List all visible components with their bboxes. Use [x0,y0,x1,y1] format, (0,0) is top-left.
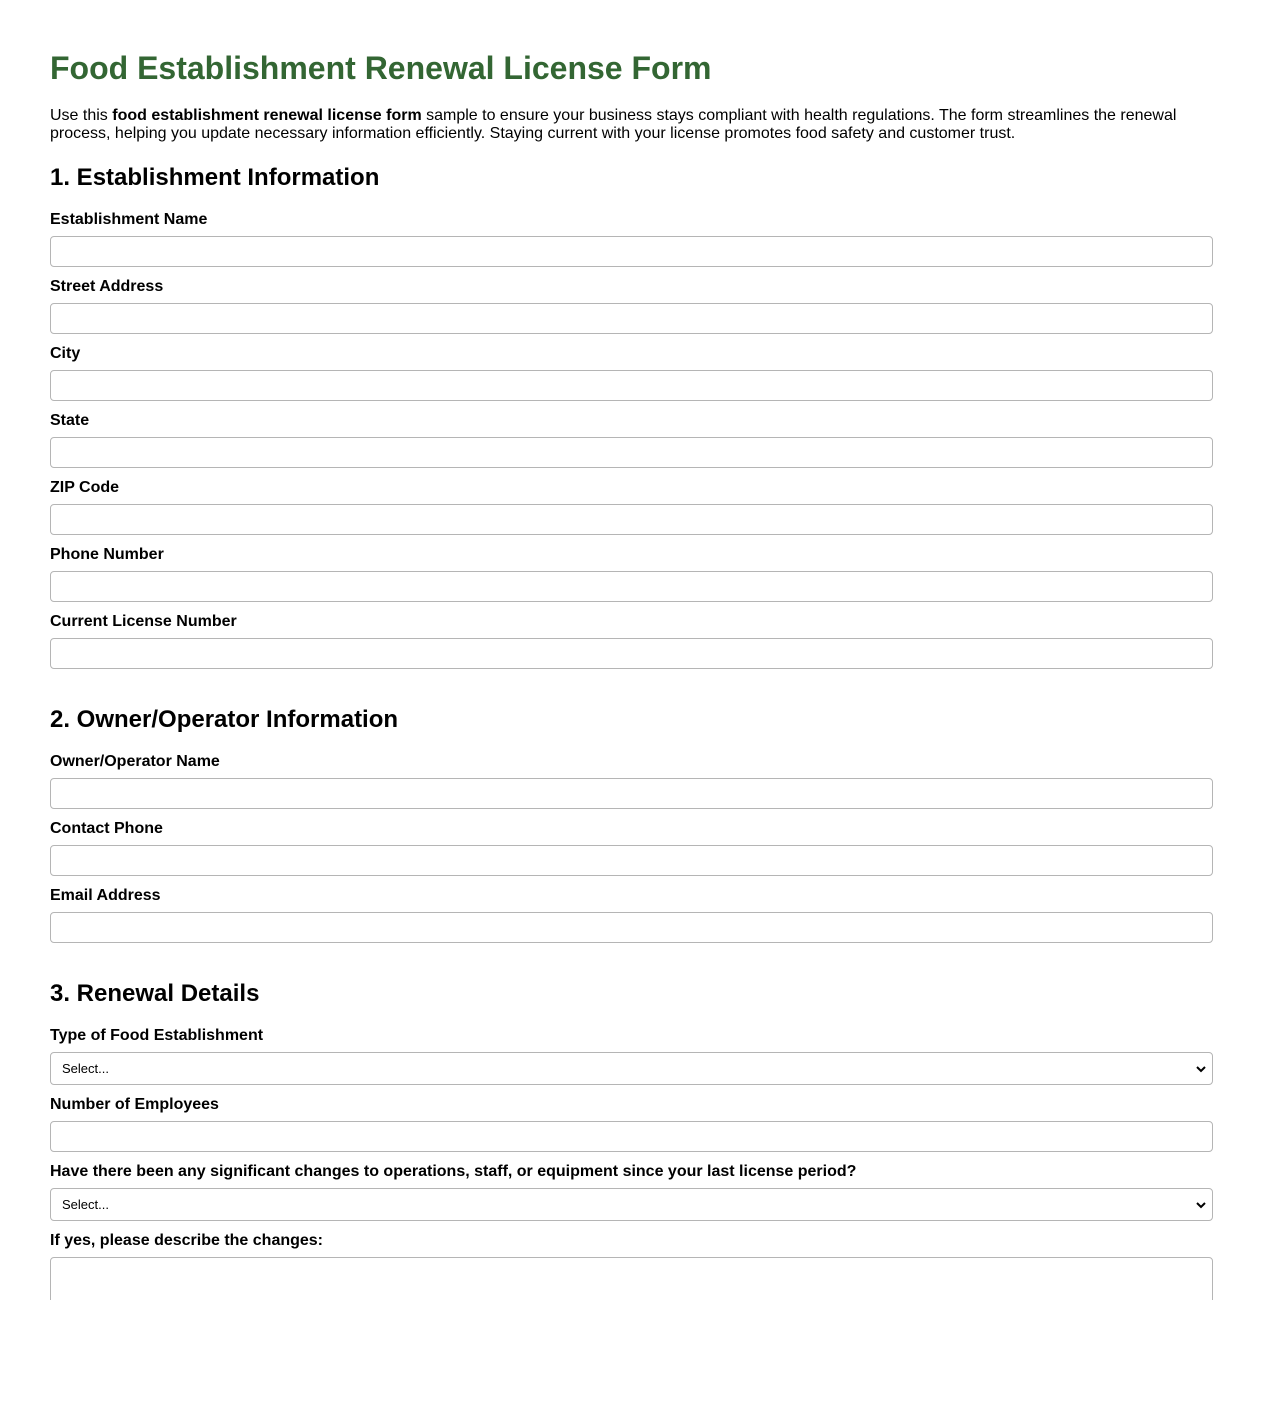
section-heading-owner-operator: 2. Owner/Operator Information [50,706,399,733]
label-city: City [50,345,81,362]
intro-paragraph [50,107,1213,143]
describe-changes-textarea[interactable] [50,1257,1213,1300]
label-state: State [50,412,90,429]
owner-operator-name-input[interactable] [50,778,1213,809]
label-email-address: Email Address [50,887,161,904]
form-page [50,0,1213,1300]
chevron-down-icon [1194,1198,1208,1212]
label-current-license-number: Current License Number [50,613,237,630]
significant-changes-select[interactable] [50,1188,1213,1221]
chevron-down-icon [1194,1062,1208,1076]
contact-phone-input[interactable] [50,845,1213,876]
street-address-input[interactable] [50,303,1213,334]
number-of-employees-input[interactable] [50,1121,1213,1152]
label-describe-changes: If yes, please describe the changes: [50,1232,324,1249]
label-owner-operator-name: Owner/Operator Name [50,753,220,770]
label-phone-number: Phone Number [50,546,164,563]
intro-bold: food establishment renewal license form [112,107,422,124]
intro-prefix: Use this [50,107,113,124]
state-input[interactable] [50,437,1213,468]
section-heading-establishment: 1. Establishment Information [50,164,380,191]
email-address-input[interactable] [50,912,1213,943]
label-number-of-employees: Number of Employees [50,1096,219,1113]
label-establishment-type: Type of Food Establishment [50,1027,264,1044]
establishment-type-selected-value: Select... [62,1061,109,1076]
page-title: Food Establishment Renewal License Form [50,50,712,86]
label-significant-changes: Have there been any significant changes to operations, staff, or equipment since your last license period? [50,1163,857,1180]
establishment-type-select[interactable] [50,1052,1213,1085]
intro-suffix: sample to ensure your business stays compliant with health regulations. The form streamlines the renewal process, helping you update necessary information efficiently. Staying current with your license promotes food safety and customer trust. [50,107,1177,142]
current-license-number-input[interactable] [50,638,1213,669]
city-input[interactable] [50,370,1213,401]
label-zip-code: ZIP Code [50,479,120,496]
establishment-name-input[interactable] [50,236,1213,267]
label-establishment-name: Establishment Name [50,211,208,228]
label-street-address: Street Address [50,278,164,295]
zip-code-input[interactable] [50,504,1213,535]
phone-number-input[interactable] [50,571,1213,602]
label-contact-phone: Contact Phone [50,820,163,837]
section-heading-renewal-details: 3. Renewal Details [50,980,260,1007]
significant-changes-selected-value: Select... [62,1197,109,1212]
